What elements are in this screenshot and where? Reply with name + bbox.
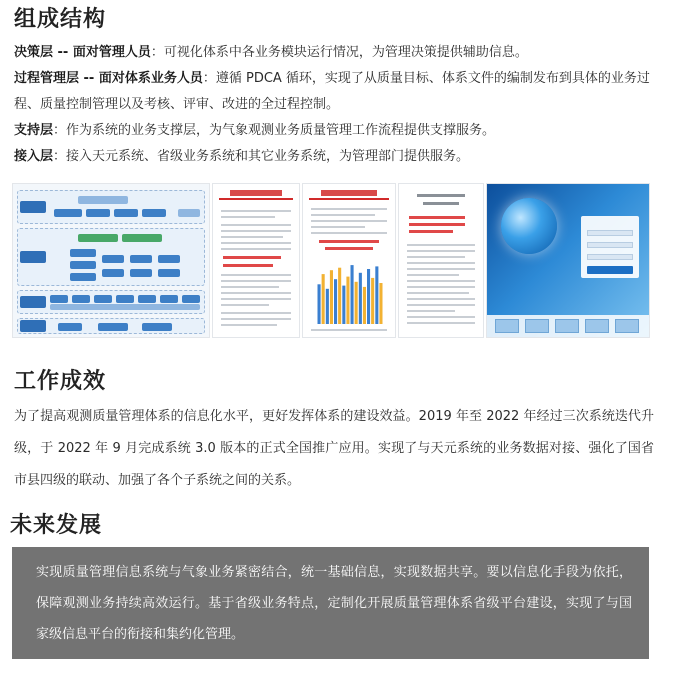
arch-row-access	[17, 318, 205, 334]
doc-masthead	[219, 190, 293, 200]
figure-strip	[12, 183, 650, 338]
arch-box	[86, 209, 110, 217]
arch-box	[102, 255, 124, 263]
future-paragraph: 实现质量管理信息系统与气象业务紧密结合，统一基础信息，实现数据共享。要以信息化手段为依托，保障观测业务持续高效运行。基于省级业务特点，定制化开展质量管理体系省级平台建设，实现了与国家级信息平台的衔接和集约化管理。	[36, 565, 632, 642]
bar-mark	[367, 269, 370, 324]
layer-label: 支持层	[14, 123, 54, 138]
arch-box	[142, 209, 166, 217]
arch-tag	[20, 296, 46, 308]
layer-label: 决策层 -- 面对管理人员	[14, 45, 151, 60]
future-box	[12, 547, 649, 659]
bar-mark	[359, 273, 362, 324]
layer-access	[14, 144, 664, 170]
arch-box	[72, 295, 90, 303]
arch-box	[114, 209, 138, 217]
architecture-diagram-image	[12, 183, 210, 338]
arch-tag	[20, 201, 46, 213]
arch-box	[182, 295, 200, 303]
newsletter-image-1	[212, 183, 300, 338]
arch-box	[158, 255, 180, 263]
section-title-composition: 组成结构	[14, 7, 107, 32]
arch-box	[122, 234, 162, 242]
bar-mark	[318, 284, 321, 324]
arch-box	[54, 209, 82, 217]
bar-mark	[330, 270, 333, 324]
arch-box	[138, 295, 156, 303]
arch-box	[178, 209, 200, 217]
arch-box	[50, 304, 200, 310]
bar-mark	[342, 286, 345, 324]
bar-mark	[371, 278, 374, 324]
arch-box	[142, 323, 172, 331]
doc-masthead	[309, 190, 389, 200]
bar-mark	[375, 266, 378, 324]
arch-box	[102, 269, 124, 277]
arch-box	[70, 273, 96, 281]
arch-box	[158, 269, 180, 277]
layer-label: 接入层	[14, 149, 54, 164]
layer-text: ：可视化体系中各业务模块运行情况，为管理决策提供辅助信息。	[150, 45, 528, 60]
arch-box	[78, 234, 118, 242]
system-login-screenshot	[486, 183, 650, 338]
layer-text: ：接入天元系统、省级业务系统和其它业务系统，为管理部门提供服务。	[53, 149, 470, 164]
bar-mark	[355, 282, 358, 324]
bar-chart-image	[317, 260, 383, 324]
layer-process	[14, 66, 664, 118]
layer-label: 过程管理层 -- 面对体系业务人员	[14, 71, 203, 86]
newsletter-image-3	[398, 183, 484, 338]
arch-row-process	[17, 228, 205, 286]
arch-box	[78, 196, 128, 204]
bar-mark	[346, 277, 349, 324]
layer-decision	[14, 40, 664, 66]
globe-icon	[501, 198, 557, 254]
layer-text: ：作为系统的业务支撑层，为气象观测业务质量管理工作流程提供支撑服务。	[53, 123, 496, 138]
arch-tag	[20, 320, 46, 332]
section-title-future: 未来发展	[10, 513, 103, 538]
arch-row-support	[17, 290, 205, 314]
bar-mark	[338, 268, 341, 324]
arch-box	[70, 261, 96, 269]
bar-mark	[334, 279, 337, 324]
layer-text: ：遵循 PDCA 循环，实现了从质量目标、体系文件的编制发布到具体的业务过程、质量控制管理以及考核、评审、改进的全过程控制。	[14, 71, 650, 112]
arch-row-decision	[17, 190, 205, 224]
bar-mark	[351, 265, 354, 324]
layer-support	[14, 118, 664, 144]
newsletter-image-2	[302, 183, 396, 338]
module-strip	[487, 315, 649, 337]
bar-mark	[363, 287, 366, 324]
login-panel	[581, 216, 639, 278]
arch-box	[130, 255, 152, 263]
arch-box	[116, 295, 134, 303]
arch-box	[94, 295, 112, 303]
arch-box	[70, 249, 96, 257]
results-paragraph: 为了提高观测质量管理体系的信息化水平，更好发挥体系的建设效益。2019 年至 2022 年经过三次系统迭代升级，于 2022 年 9 月完成系统 3.0 版本的正式全国推广应用。实现了与天元系统的业务数据对接、强化了国省市县四级的联动、加强了各个子系统之间的关系。	[14, 409, 654, 488]
arch-box	[50, 295, 68, 303]
bar-mark	[322, 274, 325, 324]
bar-mark	[326, 289, 329, 324]
arch-box	[98, 323, 128, 331]
arch-box	[58, 323, 82, 331]
arch-box	[130, 269, 152, 277]
arch-box	[160, 295, 178, 303]
bar-mark	[379, 283, 382, 324]
section-title-results: 工作成效	[14, 369, 107, 394]
arch-tag	[20, 251, 46, 263]
layer-descriptions	[14, 40, 664, 170]
